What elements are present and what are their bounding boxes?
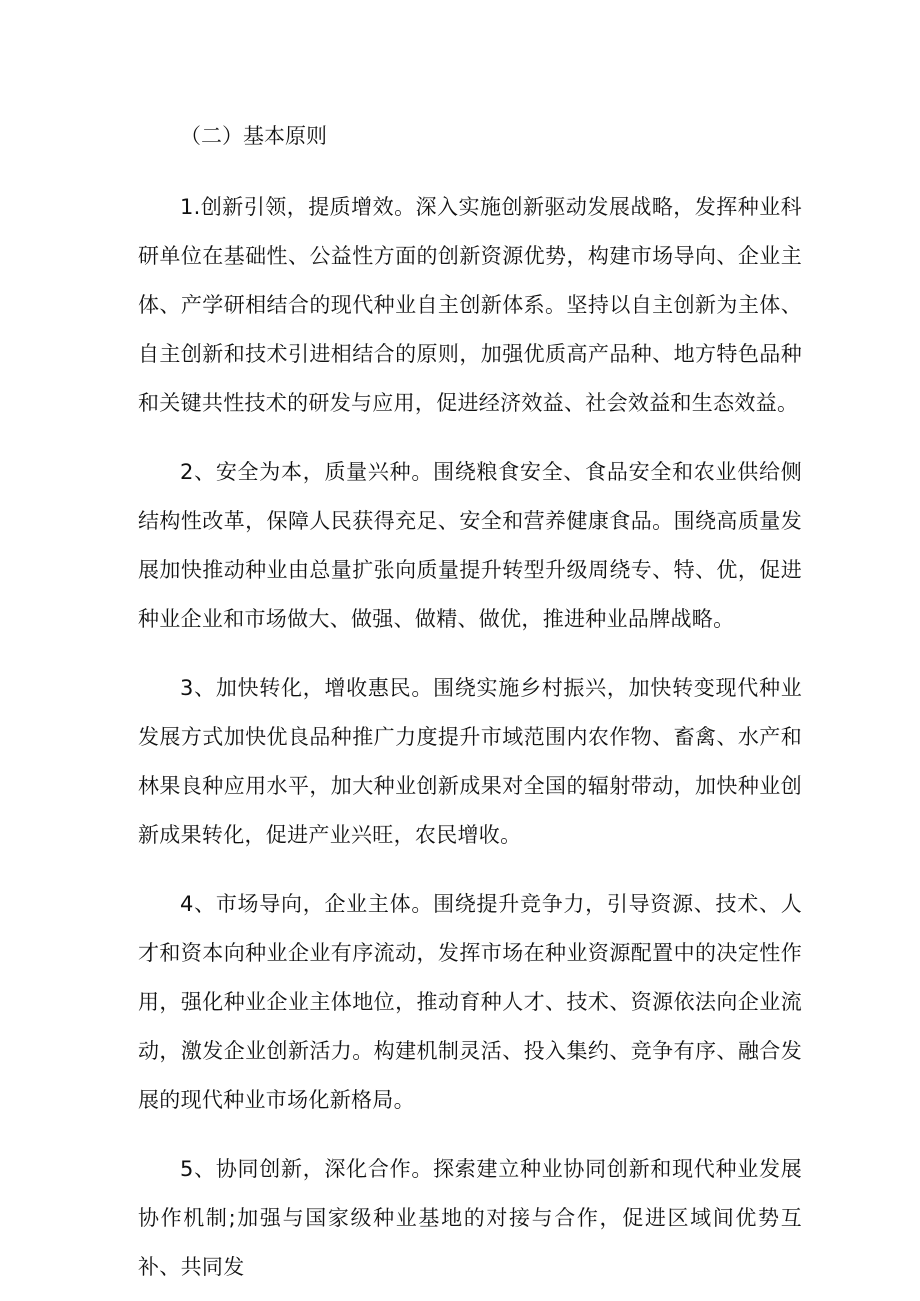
paragraph-4: 4、市场导向，企业主体。围绕提升竞争力，引导资源、技术、人才和资本向种业企业有序流动，发挥市场在种业资源配置中的决定性作用，强化种业企业主体地位，推动育种人才、技术、资源依法向企业流动，激发企业创新活力。构建机制灵活、投入集约、竞争有序、融合发展的现代种业市场化新格局。 — [138, 892, 802, 1112]
paragraph-3: 3、加快转化，增收惠民。围绕实施乡村振兴，加快转变现代种业发展方式加快优良品种推广力度提升市域范围内农作物、畜禽、水产和林果良种应用水平，加大种业创新成果对全国的辐射带动，加快种业创新成果转化，促进产业兴旺，农民增收。 — [138, 676, 802, 847]
paragraph-2: 2、安全为本，质量兴种。围绕粮食安全、食品安全和农业供给侧结构性改革，保障人民获得充足、安全和营养健康食品。围绕高质量发展加快推动种业由总量扩张向质量提升转型升级周绕专、特、优，促进种业企业和市场做大、做强、做精、做优，推进种业品牌战略。 — [138, 460, 802, 631]
paragraph-1: 1.创新引领，提质增效。深入实施创新驱动发展战略，发挥种业科研单位在基础性、公益性方面的创新资源优势，构建市场导向、企业主体、产学研相结合的现代种业自主创新体系。坚持以自主创新为主体、自主创新和技术引进相结合的原则，加强优质高产品种、地方特色品种和关键共性技术的研发与应用，促进经济效益、社会效益和生态效益。 — [138, 195, 802, 415]
section-heading: （二）基本原则 — [180, 124, 327, 148]
paragraph-5: 5、协同创新，深化合作。探索建立种业协同创新和现代种业发展协作机制;加强与国家级种业基地的对接与合作，促进区域间优势互补、共同发 — [138, 1157, 802, 1279]
